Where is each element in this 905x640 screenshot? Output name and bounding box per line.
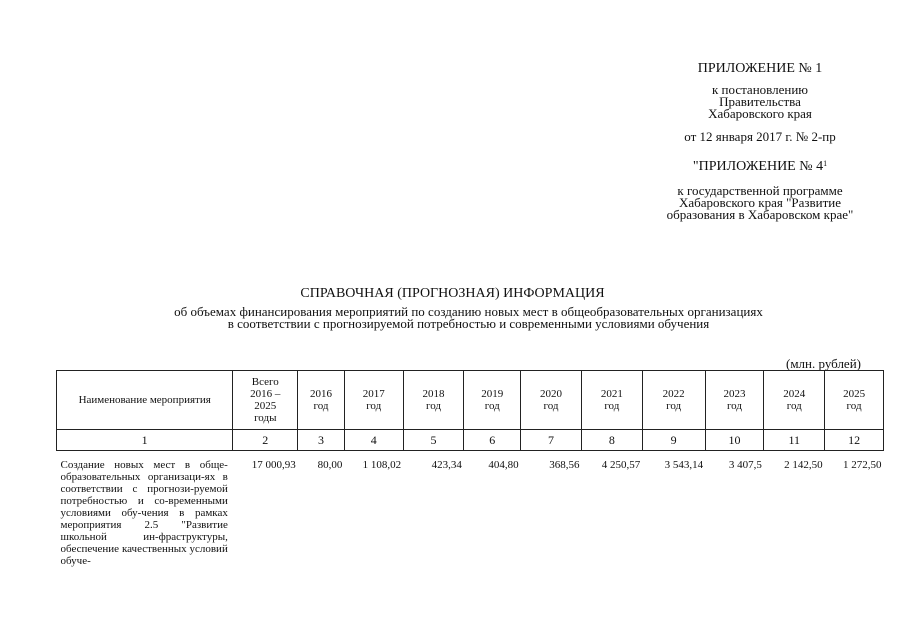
- document-subtitle-line1: об объемах финансирования мероприятий по созданию новых мест в общеобразовательных организациях: [174, 304, 763, 319]
- header-year-value: 2025: [843, 388, 866, 400]
- document-title: СПРАВОЧНАЯ (ПРОГНОЗНАЯ) ИНФОРМАЦИЯ: [300, 286, 605, 301]
- header-year: [344, 371, 403, 430]
- column-number: 10: [705, 430, 764, 451]
- header-year-unit: год: [726, 400, 742, 412]
- financing-table: [56, 370, 884, 567]
- column-number: 2: [233, 430, 298, 451]
- table-body: [57, 451, 884, 568]
- row-value: 4 250,57: [601, 459, 641, 471]
- header-year-value: 2016: [310, 388, 332, 400]
- document-subtitle: [0, 306, 905, 330]
- header-year: [642, 371, 705, 430]
- header-total-line: годы: [254, 412, 277, 424]
- row-value: 404,80: [488, 459, 519, 471]
- appendix-4-program: [630, 185, 890, 221]
- column-number: 7: [521, 430, 582, 451]
- header-year-unit: год: [484, 400, 500, 412]
- header-year-unit: год: [366, 400, 382, 412]
- header-year-value: 2018: [422, 388, 445, 400]
- column-number: 3: [298, 430, 345, 451]
- document-subtitle-line2: в соответствии с прогнозируемой потребностью и современными условиями обучения: [227, 316, 710, 331]
- row-value: 3 407,5: [728, 459, 762, 471]
- row-name: Создание новых мест в обще-образовательных организаци-ях в соответствии с прогнози-руемой потребностью и со-временными условиями обу-чения в рамках мероприятия 2.5 "Развитие школьной ин-фраструктуры, обеспечение качественных условий обуче-: [60, 459, 228, 567]
- row-value: 3 543,14: [664, 459, 704, 471]
- column-numbers-row: [57, 430, 884, 451]
- header-total-line: 2016 –: [250, 388, 281, 400]
- appendix-4-line2: Хабаровского края "Развитие: [678, 195, 842, 210]
- column-number: 11: [764, 430, 825, 451]
- header-year-unit: год: [604, 400, 620, 412]
- header-year-value: 2019: [481, 388, 504, 400]
- table-row: [57, 451, 884, 568]
- row-value: 2 142,50: [784, 459, 823, 471]
- header-year-value: 2021: [600, 388, 623, 400]
- header-total: [233, 371, 298, 430]
- appendix-4-superscript: 1: [823, 159, 828, 168]
- column-number: 9: [642, 430, 705, 451]
- header-year: [705, 371, 764, 430]
- column-number: 8: [581, 430, 642, 451]
- appendix-1-title: [630, 62, 890, 75]
- header-year: [464, 371, 521, 430]
- header-year-value: 2020: [540, 388, 563, 400]
- column-number: 12: [825, 430, 884, 451]
- header-year: [764, 371, 825, 430]
- header-year: [581, 371, 642, 430]
- appendix-1-line2: Правительства: [719, 94, 801, 109]
- appendix-4-title: [630, 160, 890, 173]
- header-year-unit: год: [313, 400, 329, 412]
- header-year: [521, 371, 582, 430]
- appendix-1-date: от 12 января 2017 г. № 2-пр: [684, 129, 836, 144]
- row-value: 1 272,50: [843, 459, 882, 471]
- header-year-value: 2024: [783, 388, 806, 400]
- row-value: 17 000,93: [251, 459, 296, 471]
- header-year: [825, 371, 884, 430]
- header-year-value: 2023: [723, 388, 746, 400]
- header-year-value: 2017: [362, 388, 385, 400]
- appendix-4-line1: к государственной программе: [677, 183, 843, 198]
- appendix-1-title-text: ПРИЛОЖЕНИЕ № 1: [697, 61, 823, 76]
- appendix-4-line3: образования в Хабаровском крае": [666, 207, 854, 222]
- table-header-row: [57, 371, 884, 430]
- appendix-1-decree: [630, 84, 890, 120]
- row-value: 1 108,02: [362, 459, 402, 471]
- header-year-unit: год: [786, 400, 802, 412]
- header-year-unit: год: [425, 400, 441, 412]
- appendix-1-line3: Хабаровского края: [708, 106, 812, 121]
- header-year-unit: год: [666, 400, 682, 412]
- header-year-value: 2022: [662, 388, 685, 400]
- header-total-line: 2025: [254, 400, 277, 412]
- row-value: 80,00: [317, 459, 343, 471]
- header-year-unit: год: [543, 400, 559, 412]
- header-year: [403, 371, 464, 430]
- row-value: 423,34: [431, 459, 462, 471]
- column-number: 5: [403, 430, 464, 451]
- appendix-4-title-text: "ПРИЛОЖЕНИЕ № 4: [692, 159, 824, 174]
- header-name: Наименование мероприятия: [57, 371, 233, 430]
- column-number: 6: [464, 430, 521, 451]
- unit-label: (млн. рублей): [786, 356, 861, 371]
- header-total-line: Всего: [251, 376, 279, 388]
- column-number: 1: [57, 430, 233, 451]
- header-year-unit: год: [846, 400, 862, 412]
- column-number: 4: [344, 430, 403, 451]
- header-year: [298, 371, 345, 430]
- appendix-1-line1: к постановлению: [711, 82, 809, 97]
- row-value: 368,56: [549, 459, 580, 471]
